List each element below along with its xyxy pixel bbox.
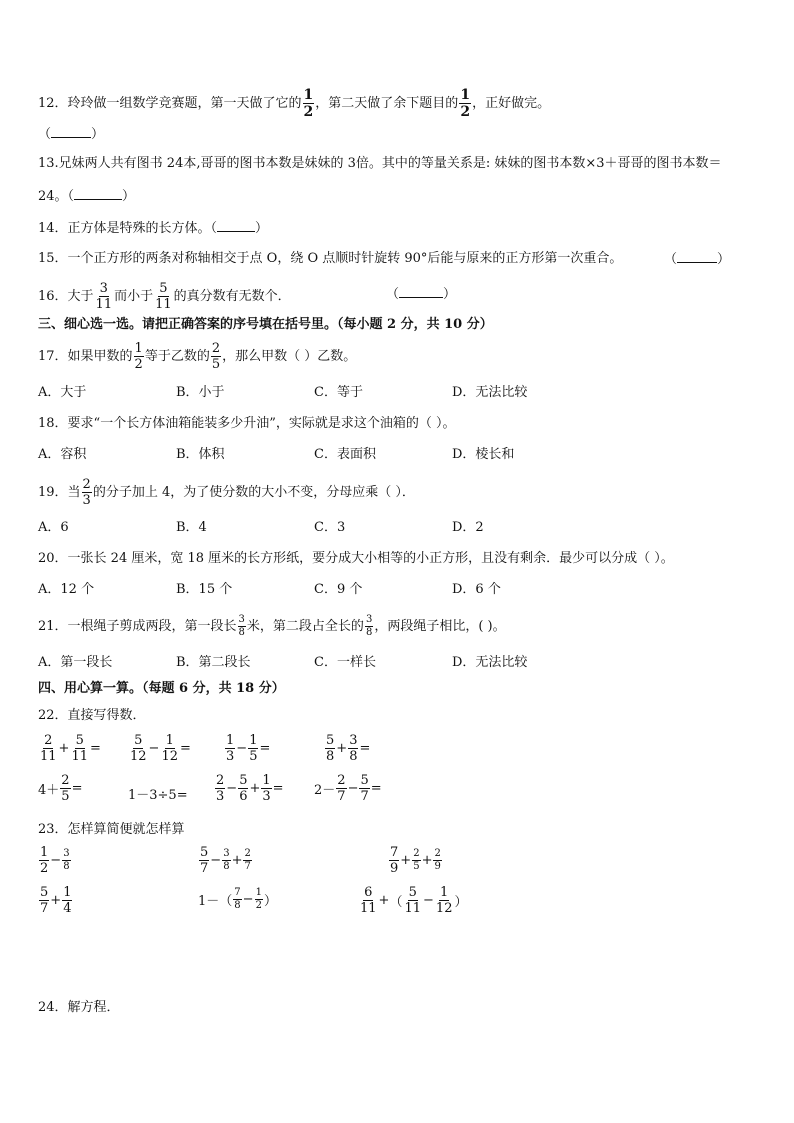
question-22: 22．直接写得数． <box>38 708 146 723</box>
calc-expression: 4＋ $\frac{2}{5}$ = <box>38 773 83 804</box>
fraction: $\frac{5}{11}$ <box>155 281 172 312</box>
option-c[interactable]: C．一样长 <box>314 655 376 670</box>
calc-expression: 7 9 + $\frac{2}{5}$ + $\frac{2}{9}$ <box>390 845 441 876</box>
fraction: $\frac{1}{2}$ <box>303 87 314 120</box>
option-c[interactable]: C．9 个 <box>314 582 363 597</box>
question-14[interactable]: 14．正方体是特殊的长方体。（ ） <box>38 218 268 239</box>
fraction: $\frac{3}{8}$ <box>238 614 245 638</box>
option-d[interactable]: D．无法比较 <box>452 655 528 670</box>
answer-blank-13[interactable]: 24。（ ） <box>38 186 135 207</box>
option-a[interactable]: A．6 <box>38 520 69 535</box>
fraction: $\frac{2}{3}$ <box>82 477 91 508</box>
fraction: $\frac{1}{2}$ <box>134 341 143 372</box>
option-a[interactable]: A．第一段长 <box>38 655 113 670</box>
question-23: 23．怎样算简便就怎样算 <box>38 822 185 837</box>
section-heading-3: 三、细心选一选。请把正确答案的序号填在括号里。（每小题 2 分，共 10 分） <box>38 317 493 332</box>
option-d[interactable]: D．棱长和 <box>452 447 515 462</box>
option-a[interactable]: A．大于 <box>38 385 87 400</box>
section-heading-4: 四、用心算一算。（每题 6 分，共 18 分） <box>38 681 285 696</box>
option-d[interactable]: D．6 个 <box>452 582 501 597</box>
question-15: 15．一个正方形的两条对称轴相交于点 O，绕 O 点顺时针旋转 90°后能与原来的正方形第一次重合。 <box>38 251 623 266</box>
question-12: 12．玲玲做一组数学竞赛题，第一天做了它的 $\frac{1}{2}$ ，第二天做了余下题目的 $\frac{1}{2}$ ，正好做完。 <box>38 87 551 120</box>
question-24: 24．解方程． <box>38 1000 120 1015</box>
calc-expression: 6 11 + （ 5 11 − $\frac{1}{12}$ ） <box>360 885 468 916</box>
option-a[interactable]: A．容积 <box>38 447 87 462</box>
question-17: 17．如果甲数的 $\frac{1}{2}$ 等于乙数的 $\frac{2}{5}$ ，那么甲数（ ）乙数。 <box>38 341 357 372</box>
option-c[interactable]: C．等于 <box>314 385 363 400</box>
option-d[interactable]: D．2 <box>452 520 484 535</box>
option-b[interactable]: B．15 个 <box>176 582 233 597</box>
question-text: 12．玲玲做一组数学竞赛题，第一天做了它的 <box>38 96 302 111</box>
calc-expression: 1 3 − $\frac{1}{5}$ = <box>226 733 271 764</box>
fraction: $\frac{3}{11}$ <box>95 281 113 312</box>
calc-expression: 2 11 + $\frac{5}{11}$ = <box>40 733 101 764</box>
fraction: $\frac{1}{2}$ <box>460 87 471 120</box>
calc-expression: 5 7 − $\frac{3}{8}$ + $\frac{2}{7}$ <box>200 845 251 876</box>
calc-expression: 1－ （ 7 8 − $\frac{1}{2}$ ） <box>198 887 277 911</box>
option-c[interactable]: C．3 <box>314 520 346 535</box>
question-18: 18．要求“一个长方体油箱能装多少升油”，实际就是求这个油箱的（ ）。 <box>38 416 456 431</box>
option-b[interactable]: B．小于 <box>176 385 225 400</box>
calc-expression: 2－ 2 7 − $\frac{5}{7}$ = <box>314 773 382 804</box>
question-19: 19．当 $\frac{2}{3}$ 的分子加上 4，为了使分数的大小不变，分母应乘（ ）． <box>38 477 415 508</box>
calc-expression: 1－3÷5= <box>128 788 188 803</box>
calc-expression: 5 8 + $\frac{3}{8}$ = <box>326 733 371 764</box>
question-13: 13.兄妹两人共有图书 24本,哥哥的图书本数是妹妹的 3倍。其中的等量关系是: 妹妹的图书本数×3＋哥哥的图书本数＝ <box>38 156 722 171</box>
calc-expression: 5 12 − $\frac{1}{12}$ = <box>130 733 191 764</box>
option-a[interactable]: A．12 个 <box>38 582 95 597</box>
answer-blank-12[interactable]: （ ） <box>38 124 104 145</box>
option-b[interactable]: B．第二段长 <box>176 655 251 670</box>
option-d[interactable]: D．无法比较 <box>452 385 528 400</box>
option-b[interactable]: B．4 <box>176 520 207 535</box>
question-20: 20．一张长 24 厘米，宽 18 厘米的长方形纸，要分成大小相等的小正方形，且没有剩余．最少可以分成（ ）。 <box>38 551 674 566</box>
answer-blank-15[interactable]: （ ） <box>664 249 730 270</box>
option-c[interactable]: C．表面积 <box>314 447 376 462</box>
fraction: $\frac{3}{8}$ <box>365 614 373 638</box>
calc-expression: 1 2 − $\frac{3}{8}$ <box>40 845 70 876</box>
question-16: 16．大于 $\frac{3}{11}$ 而小于 $\frac{5}{11}$ 的真分数有无数个． <box>38 281 291 312</box>
calc-expression: 2 3 − $\frac{5}{6}$ + $\frac{1}{3}$ = <box>216 773 284 804</box>
question-21: 21．一根绳子剪成两段，第一段长 $\frac{3}{8}$ 米，第二段占全长的 $\frac{3}{8}$ ，两段绳子相比，( )。 <box>38 614 506 638</box>
option-b[interactable]: B．体积 <box>176 447 225 462</box>
calc-expression: 5 7 + $\frac{1}{4}$ <box>40 885 72 916</box>
answer-blank-16[interactable]: （ ） <box>386 284 456 305</box>
fraction: $\frac{2}{5}$ <box>211 341 221 372</box>
